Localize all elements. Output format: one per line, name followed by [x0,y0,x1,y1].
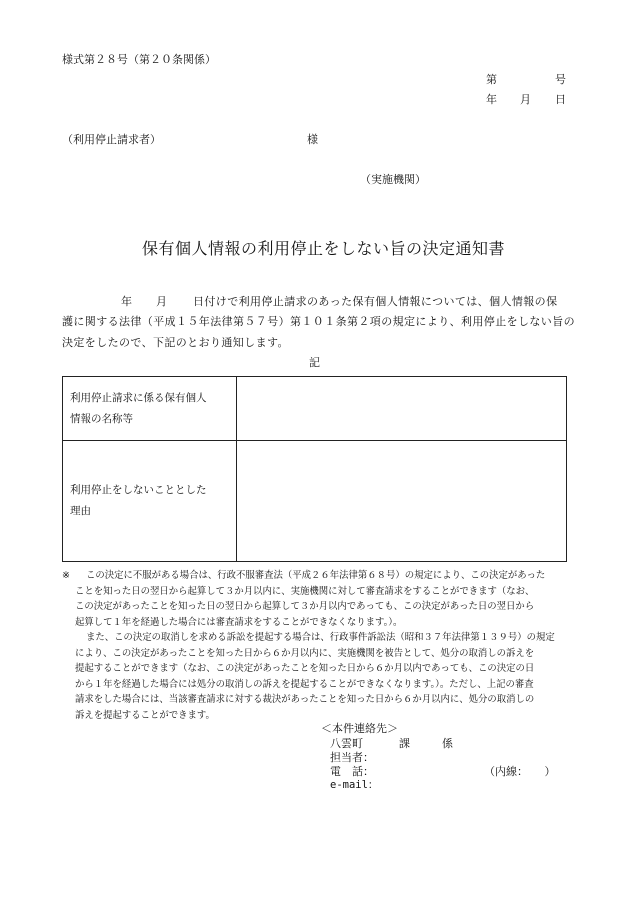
contact-heading: ＜本件連絡先＞ [321,722,398,735]
note-mark: ※ [62,570,70,581]
note-line: から１年を経過した場合には処分の取消しの訴えを提起することができなくなります。）。ただし、上記の審査 [75,679,534,690]
note-line: 起算して１年を経過した場合には審査請求をすることができなくなります。）。 [75,617,403,628]
date-year: 年 [486,93,497,106]
doc-number-suffix: 号 [555,73,566,86]
addressee-honorific: 様 [307,133,318,146]
contact-town: 八雲町 [330,737,363,750]
record-table [62,376,567,562]
info-name-label-line2: 情報の名称等 [70,412,133,425]
body-line-3: 決定をしたので、下記のとおり通知します。 [62,336,289,349]
table-row [63,377,567,441]
contact-unit: 係 [442,737,453,750]
reason-label [63,441,237,562]
doc-number-prefix: 第 [486,73,497,86]
body-line-2: 護に関する法律（平成１５年法律第５７号）第１０１条第２項の規定により、利用停止をしない旨の [62,315,575,328]
contact-section: 課 [399,737,410,750]
date-day: 日 [555,93,566,106]
note-line: 提起することができます（なお、この決定があったことを知った日から６か月以内であっても、この決定の日 [75,663,535,674]
reason-label-line1: 利用停止をしないこととした [70,484,207,496]
body-month: 月 [156,295,168,308]
note-line: 訴えを提起することができます。 [75,710,215,721]
contact-person-label: 担当者： [330,751,374,764]
note-line: この決定があったことを知った日の翌日から起算して３か月以内であっても、この決定があった日の翌日から [75,601,535,612]
reason-value[interactable] [237,441,567,562]
note-line: ことを知った日の翌日から起算して３か月以内に、実施機関に対して審査請求をすることができます（なお、 [75,586,535,597]
reason-label-line2: 理由 [70,505,91,517]
contact-extension: （内線： ） [484,765,556,778]
contact-email-label: e-mail： [330,779,379,791]
info-name-label [63,377,237,441]
note-line: 請求をした場合には、当該審査請求に対する裁決があったことを知った日から６か月以内に、処分の取消しの [75,694,535,705]
note-line: により、この決定があったことを知った日から６か月以内に、実施機関を被告として、処分の取消しの訴えを [75,648,535,659]
ki-marker: 記 [309,356,320,369]
note-line: この決定に不服がある場合は、行政不服審査法（平成２６年法律第６８号）の規定により、この決定があった [86,570,546,581]
issuer-label: （実施機関） [360,173,426,186]
page-title: 保有個人情報の利用停止をしない旨の決定通知書 [142,239,506,258]
date-month: 月 [520,93,531,106]
form-number: 様式第２８号（第２０条関係） [62,53,216,66]
addressee-label: （利用停止請求者） [62,133,161,146]
info-name-label-line1: 利用停止請求に係る保有個人 [70,391,207,404]
info-name-value[interactable] [237,377,567,441]
body-year: 年 [121,295,133,308]
table-row [63,441,567,562]
note-line: また、この決定の取消しを求める訴訟を提起する場合は、行政事件訴訟法（昭和３７年法律第１３９号）の規定 [86,632,555,643]
contact-phone-label: 電 話： [330,765,374,778]
body-line-1: 日付けで利用停止請求のあった保有個人情報については、個人情報の保 [193,295,558,308]
